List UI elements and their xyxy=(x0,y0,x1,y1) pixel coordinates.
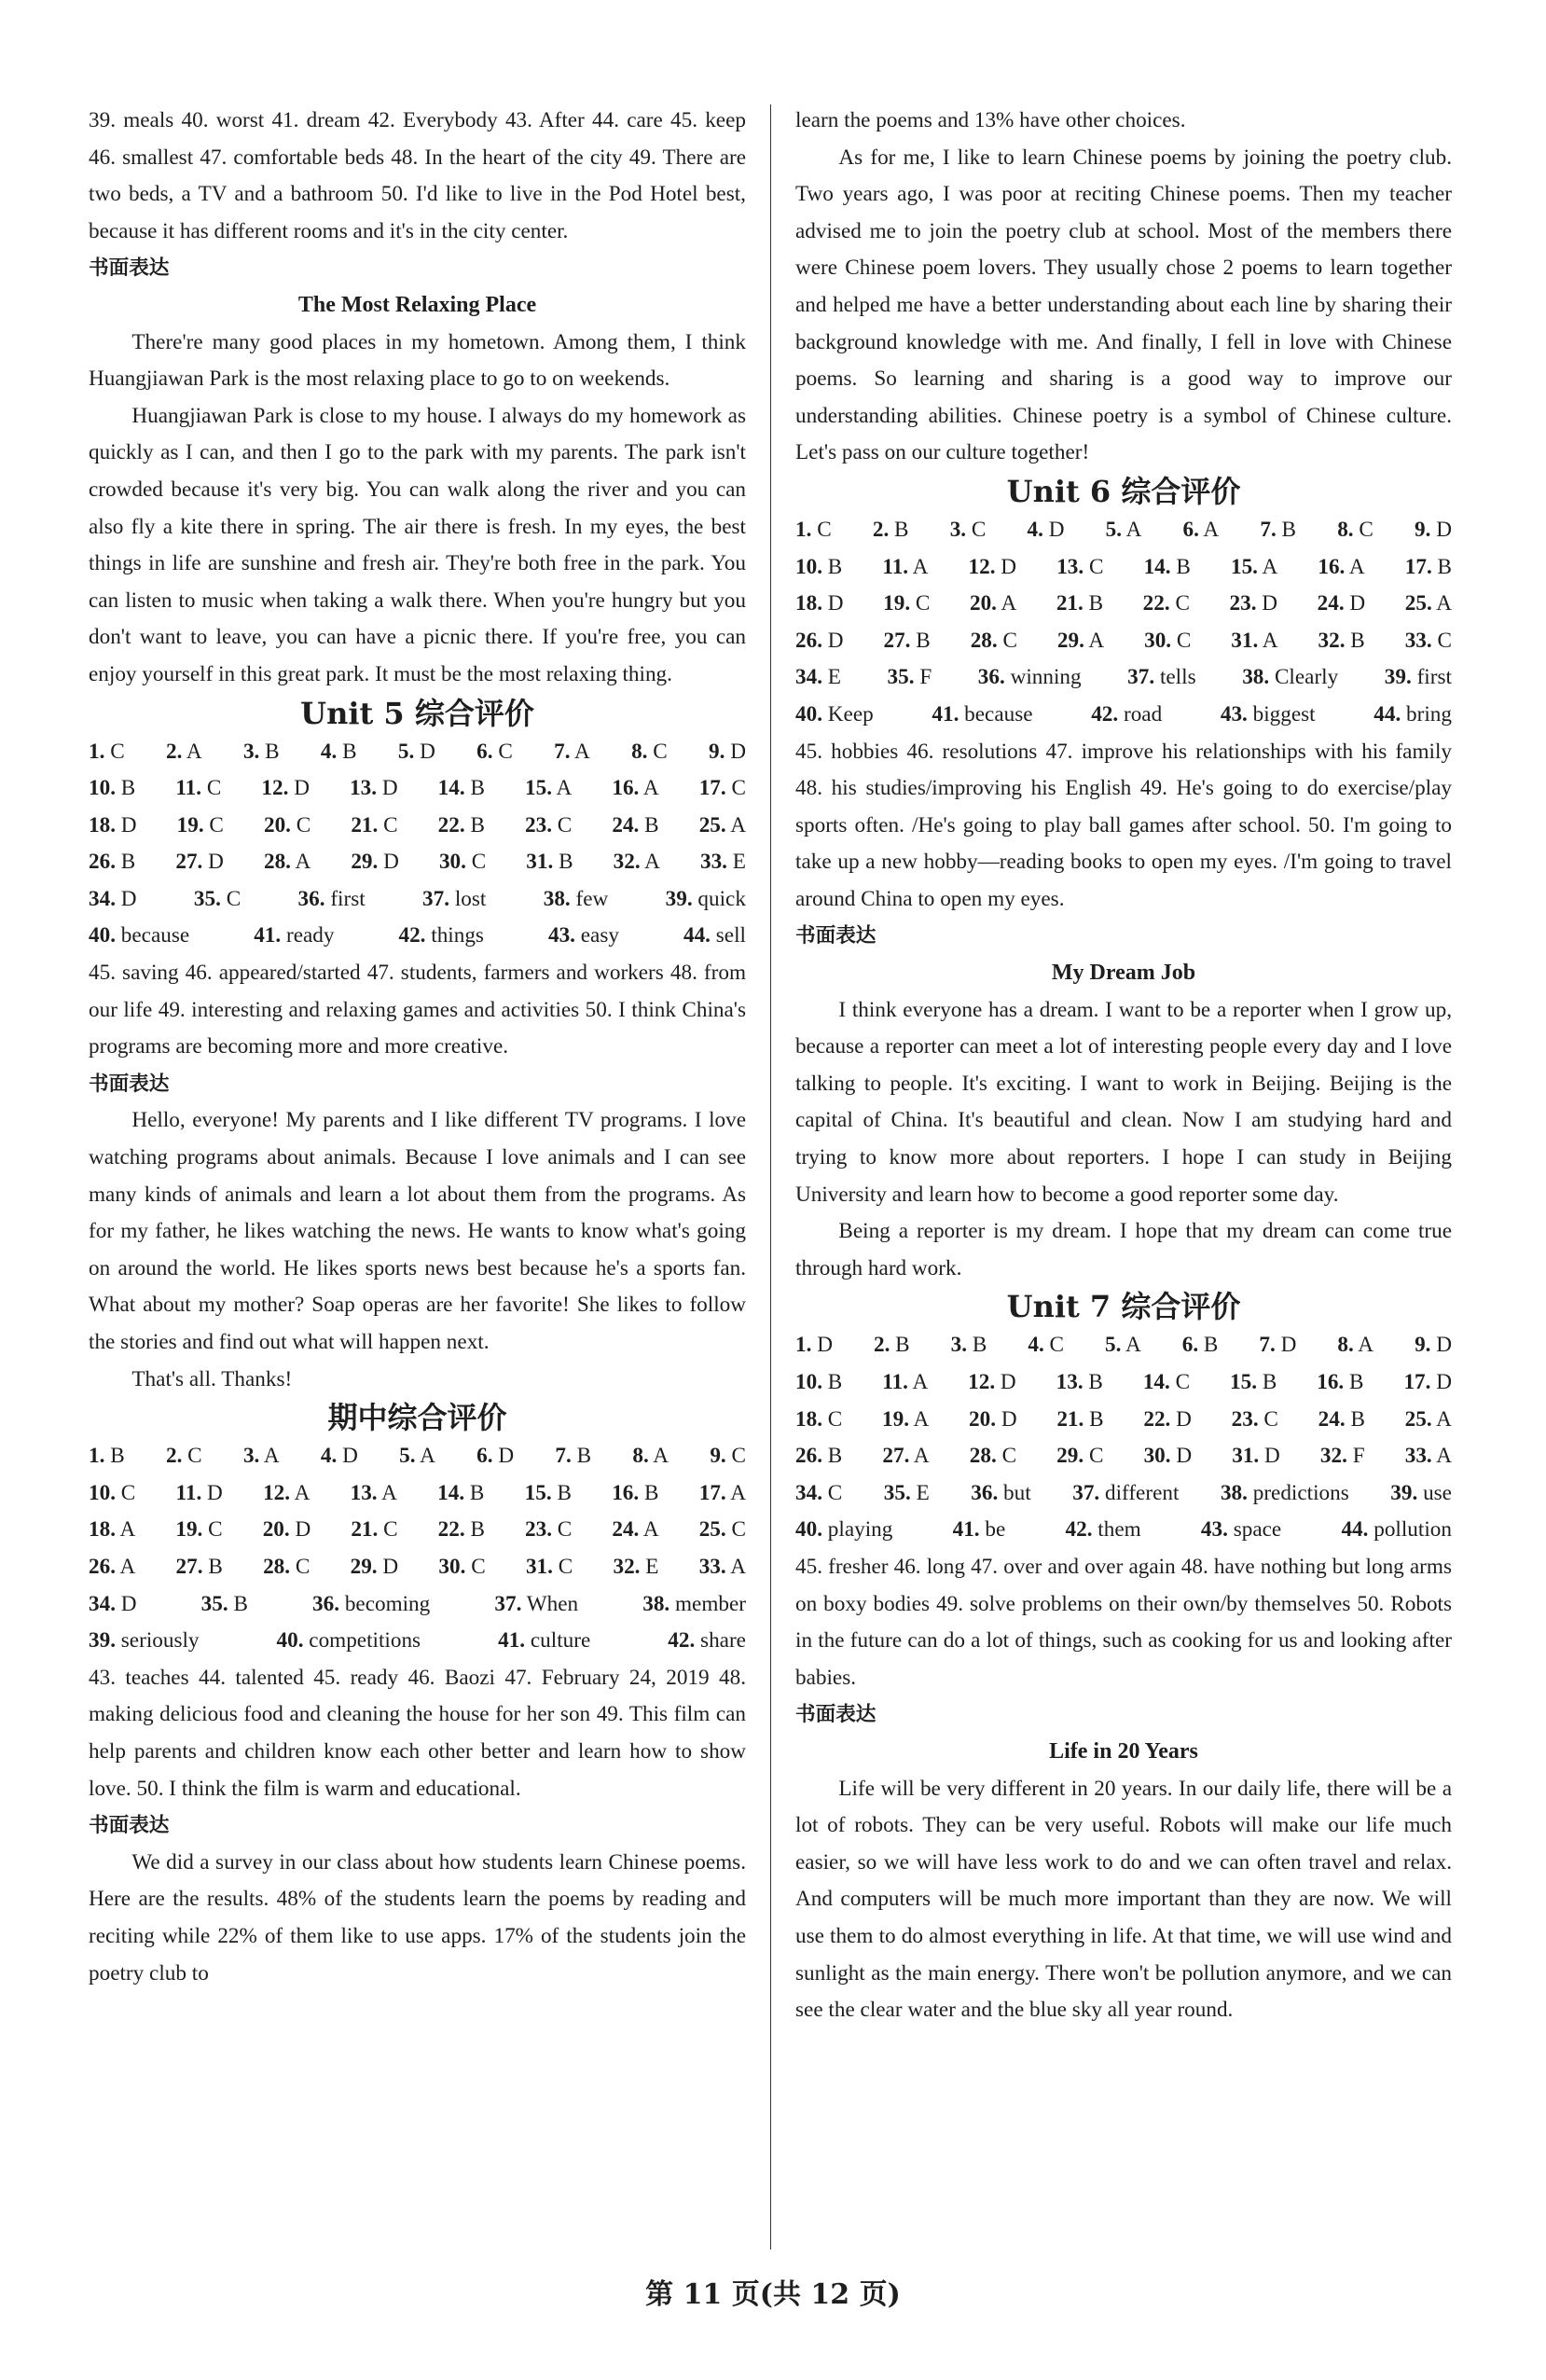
answer-cell: 9. D xyxy=(709,739,746,764)
answer-cell: 27. B xyxy=(883,628,931,653)
answer-cell: 41. culture xyxy=(498,1628,591,1654)
answer-cell: 22. C xyxy=(1142,591,1190,616)
answer-cell: 42. road xyxy=(1091,701,1163,726)
answer-cell: 6. D xyxy=(476,1444,515,1469)
answer-cell: 5. A xyxy=(399,1444,435,1469)
answer-cell: 30. D xyxy=(1143,1444,1193,1469)
answer-cell: 16. B xyxy=(612,1480,659,1505)
answer-cell: 2. A xyxy=(165,739,202,764)
answer-cell: 20. D xyxy=(262,1517,311,1543)
answer-cell: 14. B xyxy=(1143,554,1191,579)
essay-paragraph: I think everyone has a dream. I want to be a reporter when I grow up, because a reporter can meet a lot of interesting people every day and I love talking to people. It's exciting. I want to work in Beijing. Beijing is the capital of China. It's beautiful and clean. Now I am studying hard and trying to know more about reporters. I hope I can study in Beijing University and learn how to become a good reporter some day. xyxy=(795,997,1452,1207)
answer-cell: 1. C xyxy=(795,517,832,542)
answer-cell: 21. C xyxy=(351,812,398,837)
answer-cell: 6. B xyxy=(1181,1333,1219,1358)
answer-cell: 10. B xyxy=(89,776,136,801)
answer-cell: 30. C xyxy=(438,850,487,875)
answer-cell: 14. C xyxy=(1142,1370,1191,1394)
answer-row xyxy=(89,1438,746,1475)
answer-cell: 1. D xyxy=(795,1333,833,1358)
answer-cell: 8. A xyxy=(632,1444,669,1469)
answer-cell: 25. A xyxy=(1404,591,1452,616)
answer-cell: 7. B xyxy=(555,1444,592,1469)
answer-row xyxy=(89,881,746,919)
essay-paragraph: We did a survey in our class about how students learn Chinese poems. Here are the results. 48% of the students learn the poems by reading and reciting while 22% of them like to use apps. 17% of the students join the poetry club to xyxy=(89,1849,746,1986)
answer-cell: 3. C xyxy=(949,517,987,542)
answer-cell: 19. C xyxy=(175,1517,223,1543)
answer-cell: 36. winning xyxy=(977,665,1082,690)
answer-cell: 34. E xyxy=(795,665,841,690)
answer-cell: 37. When xyxy=(494,1591,579,1616)
unit5-answer-grid xyxy=(89,734,746,956)
answer-cell: 36. first xyxy=(297,886,366,911)
answer-cell: 24. B xyxy=(1318,1406,1365,1432)
answer-cell: 44. bring xyxy=(1373,701,1452,726)
answer-cell: 39. first xyxy=(1384,665,1452,690)
essay-paragraph: As for me, I like to learn Chinese poems by joining the poetry club. Two years ago, I was poor at reciting Chinese poems. Then my teacher advised me to join the poetry club at school. Most of the members there were Chinese poem lovers. They usually chose 2 poems to learn together and helped me have a better understanding about each line by sharing their background knowledge with me. And finally, I fell in love with Chinese poems. So learning and sharing is a good way to improve our understanding abilities. Chinese poetry is a symbol of Chinese culture. Let's pass on our culture together! xyxy=(795,145,1452,465)
answer-cell: 24. D xyxy=(1317,591,1366,616)
unit7-title: Unit 7 综合评价 xyxy=(1006,1289,1241,1325)
answer-cell: 28. A xyxy=(263,850,311,875)
answer-cell: 29. C xyxy=(1056,1444,1104,1469)
answer-cell: 22. B xyxy=(437,812,485,837)
essay-paragraph-continued: learn the poems and 13% have other choices. xyxy=(795,108,1186,132)
answer-cell: 5. A xyxy=(1105,1333,1141,1358)
answer-cell: 18. D xyxy=(795,591,844,616)
answer-cell: 29. D xyxy=(351,850,399,875)
answer-cell: 4. C xyxy=(1028,1333,1064,1358)
essay-title: Life in 20 Years xyxy=(1049,1738,1198,1764)
essay-paragraph: Being a reporter is my dream. I hope that my dream can come true through hard work. xyxy=(795,1219,1452,1280)
writing-label: 书面表达 xyxy=(795,1703,877,1727)
answer-cell: 31. B xyxy=(526,850,573,875)
column-divider xyxy=(770,104,771,2249)
answer-cell: 44. pollution xyxy=(1341,1517,1452,1543)
answer-cell: 23. C xyxy=(525,1517,573,1543)
answer-row xyxy=(795,1364,1452,1402)
answer-cell: 9. D xyxy=(1415,1333,1452,1358)
answer-cell: 37. tells xyxy=(1127,665,1196,690)
answer-cell: 14. B xyxy=(437,776,485,801)
answer-cell: 15. A xyxy=(1230,554,1278,579)
answer-cell: 38. Clearly xyxy=(1242,665,1339,690)
answer-cell: 3. A xyxy=(242,1444,280,1469)
answer-cell: 35. F xyxy=(887,665,932,690)
unit5-title: Unit 5 综合评价 xyxy=(300,695,534,731)
answer-cell: 34. D xyxy=(89,1591,137,1616)
answer-row xyxy=(795,659,1452,697)
answer-cell: 12. D xyxy=(261,776,310,801)
midterm-answer-grid xyxy=(89,1438,746,1660)
answer-cell: 32. A xyxy=(613,850,660,875)
answer-cell: 8. A xyxy=(1337,1333,1374,1358)
answer-cell: 26. A xyxy=(89,1554,136,1579)
answer-cell: 16. A xyxy=(1318,554,1365,579)
answer-cell: 37. different xyxy=(1072,1480,1180,1505)
answer-cell: 7. A xyxy=(554,739,590,764)
answer-row xyxy=(795,1438,1452,1475)
answer-cell: 4. D xyxy=(1027,517,1065,542)
answer-cell: 3. B xyxy=(950,1333,987,1358)
answer-row xyxy=(89,844,746,881)
answer-cell: 28. C xyxy=(969,1444,1017,1469)
answer-cell: 44. sell xyxy=(683,923,746,948)
answer-cell: 7. D xyxy=(1259,1333,1297,1358)
answer-row xyxy=(89,734,746,771)
writing-label: 书面表达 xyxy=(89,256,170,281)
answer-cell: 20. D xyxy=(969,1406,1017,1432)
answer-cell: 3. B xyxy=(242,739,280,764)
answer-cell: 16. B xyxy=(1317,1370,1364,1394)
answer-cell: 32. E xyxy=(613,1554,659,1579)
answer-cell: 12. A xyxy=(263,1480,311,1505)
answer-cell: 25. C xyxy=(698,1517,746,1543)
answer-cell: 11. C xyxy=(175,776,222,801)
answer-cell: 1. C xyxy=(89,739,125,764)
answer-cell: 21. C xyxy=(351,1517,398,1543)
answer-cell: 35. E xyxy=(883,1480,930,1505)
answer-cell: 30. C xyxy=(438,1554,486,1579)
answer-cell: 19. C xyxy=(883,591,931,616)
answer-cell: 13. C xyxy=(1056,554,1104,579)
answer-row xyxy=(795,1512,1452,1549)
answer-cell: 2. B xyxy=(873,1333,910,1358)
answer-cell: 29. D xyxy=(350,1554,399,1579)
answer-cell: 26. B xyxy=(795,1444,843,1469)
answer-row xyxy=(89,1586,746,1624)
answer-cell: 38. predictions xyxy=(1220,1480,1349,1505)
answer-cell: 38. few xyxy=(543,886,609,911)
answer-cell: 39. use xyxy=(1390,1480,1452,1505)
answer-row xyxy=(795,586,1452,623)
answer-cell: 26. B xyxy=(89,850,136,875)
answer-cell: 43. space xyxy=(1200,1517,1282,1543)
answer-cell: 41. ready xyxy=(254,923,335,948)
writing-label: 书面表达 xyxy=(795,924,877,948)
answer-cell: 21. B xyxy=(1056,591,1104,616)
unit6-title: Unit 6 综合评价 xyxy=(1006,473,1241,509)
answer-row xyxy=(795,1475,1452,1513)
answer-cell: 31. C xyxy=(525,1554,573,1579)
answer-cell: 40. Keep xyxy=(795,701,874,726)
answer-row xyxy=(795,549,1452,587)
answer-cell: 33. A xyxy=(1404,1444,1452,1469)
left-column xyxy=(89,103,746,1992)
answer-cell: 27. B xyxy=(175,1554,223,1579)
answer-cell: 8. C xyxy=(631,739,668,764)
answer-cell: 24. B xyxy=(612,812,659,837)
answer-cell: 17. D xyxy=(1403,1370,1452,1394)
answer-cell: 11. A xyxy=(882,554,929,579)
answer-cell: 33. A xyxy=(698,1554,746,1579)
answer-cell: 21. B xyxy=(1056,1406,1104,1432)
answer-cell: 7. B xyxy=(1260,517,1296,542)
answer-cell: 36. becoming xyxy=(312,1591,431,1616)
answer-cell: 13. B xyxy=(1056,1370,1103,1394)
answer-cell: 25. A xyxy=(698,812,746,837)
answer-cell: 18. A xyxy=(89,1517,136,1543)
answer-cell: 16. A xyxy=(612,776,659,801)
answer-cell: 32. B xyxy=(1318,628,1365,653)
answer-cell: 40. playing xyxy=(795,1517,893,1543)
answer-cell: 31. D xyxy=(1232,1444,1280,1469)
answer-cell: 18. C xyxy=(795,1406,843,1432)
answer-cell: 41. because xyxy=(932,701,1033,726)
answer-row xyxy=(795,1402,1452,1439)
answer-cell: 28. C xyxy=(263,1554,311,1579)
answer-cell: 27. D xyxy=(175,850,224,875)
answer-cell: 29. A xyxy=(1056,628,1105,653)
answer-row xyxy=(89,1623,746,1660)
answer-cell: 23. C xyxy=(525,812,573,837)
answer-row xyxy=(89,1549,746,1586)
midterm-answers-more: 43. teaches 44. talented 45. ready 46. Baozi 47. February 24, 2019 48. making delicious food and cleaning the house for her son 49. This film can help parents and children know each other better and learn how to show love. 50. I think the film is warm and educational. xyxy=(89,1665,746,1801)
page-number: 第 11 页(共 12 页) xyxy=(645,2278,901,2311)
answer-cell: 31. A xyxy=(1231,628,1278,653)
answer-cell: 9. D xyxy=(1415,517,1452,542)
essay-paragraph: Life will be very different in 20 years. In our daily life, there will be a lot of robots. They can be very useful. Robots will make our life much easier, so we will have less work to do and we can often travel and relax. And computers will be much more important than they are now. We will use them to do almost everything in life. At that time, we will use wind and sunlight as the main energy. There won't be pollution anymore, and we can see the clear water and the blue sky all year round. xyxy=(795,1776,1452,2023)
unit6-answers-more: 45. hobbies 46. resolutions 47. improve his relationships with his family 48. his studies/improving his English 49. He's going to do exercise/play sports often. /He's going to play ball games after school. 50. I'm going to take up a new hobby—reading books to open my eyes. /I'm going to travel around China to open my eyes. xyxy=(795,739,1452,911)
answer-cell: 34. D xyxy=(89,886,137,911)
unit7-answers-more: 45. fresher 46. long 47. over and over again 48. have nothing but long arms on boxy bodies 49. solve problems on their own/by themselves 50. Robots in the future can do a lot of things, such as cooking for us and looking after babies. xyxy=(795,1554,1453,1690)
answer-cell: 23. C xyxy=(1231,1406,1278,1432)
answer-cell: 35. C xyxy=(193,886,242,911)
answer-cell: 15. A xyxy=(525,776,573,801)
answer-cell: 23. D xyxy=(1229,591,1278,616)
answer-cell: 11. D xyxy=(175,1480,223,1505)
midterm-title: 期中综合评价 xyxy=(327,1400,507,1436)
essay-paragraph: Huangjiawan Park is close to my house. I always do my homework as quickly as I can, and then I go to the park with my parents. The park isn't crowded because it's very big. You can walk along the river and you can also fly a kite there in spring. The air there is fresh. In my eyes, the best things in life are sunshine and fresh air. They're both free in the park. You can listen to music when taking a walk there. When you're hungry but you don't want to leave, you can have a picnic there. If you're free, you can enjoy yourself in this great park. It must be the most relaxing thing. xyxy=(89,403,746,686)
answer-cell: 26. D xyxy=(795,628,844,653)
answer-cell: 25. A xyxy=(1404,1406,1452,1432)
answer-cell: 11. A xyxy=(882,1370,929,1394)
answer-cell: 17. A xyxy=(698,1480,746,1505)
answer-cell: 2. B xyxy=(872,517,909,542)
essay-paragraph: That's all. Thanks! xyxy=(131,1366,293,1391)
answer-cell: 13. A xyxy=(350,1480,397,1505)
writing-label: 书面表达 xyxy=(89,1072,170,1096)
answer-cell: 9. C xyxy=(710,1444,746,1469)
unit6-answer-grid xyxy=(795,512,1452,734)
answer-cell: 4. D xyxy=(320,1444,358,1469)
answer-cell: 8. C xyxy=(1337,517,1373,542)
answer-cell: 6. C xyxy=(476,739,513,764)
essay-paragraph: There're many good places in my hometown. Among them, I think Huangjiawan Park is the most relaxing place to go to on weekends. xyxy=(89,329,746,392)
answer-cell: 10. B xyxy=(795,554,843,579)
answer-cell: 10. B xyxy=(795,1370,843,1394)
answer-row xyxy=(795,512,1452,549)
answer-cell: 5. A xyxy=(1105,517,1142,542)
answer-cell: 19. C xyxy=(176,812,224,837)
answer-cell: 36. but xyxy=(971,1480,1031,1505)
answer-cell: 33. C xyxy=(1404,628,1452,653)
answer-cell: 37. lost xyxy=(422,886,487,911)
answer-cell: 20. A xyxy=(969,591,1017,616)
answers-unit4-tail: 39. meals 40. worst 41. dream 42. Everybody 43. After 44. care 45. keep 46. smallest 47. comfortable beds 48. In the heart of the city 49. There are two beds, a TV and a bathroom 50. I'd like to live in the Pod Hotel best, because it has different rooms and it's in the city center. xyxy=(89,108,746,243)
answer-cell: 17. B xyxy=(1404,554,1452,579)
answer-cell: 12. D xyxy=(968,554,1017,579)
answer-cell: 27. A xyxy=(882,1444,930,1469)
answer-row xyxy=(795,697,1452,734)
answer-cell: 42. things xyxy=(398,923,484,948)
answer-cell: 32. F xyxy=(1319,1444,1365,1469)
answer-row xyxy=(89,1512,746,1549)
answer-cell: 15. B xyxy=(1230,1370,1277,1394)
answer-cell: 40. competitions xyxy=(276,1628,421,1654)
answer-row xyxy=(795,623,1452,660)
answer-cell: 33. E xyxy=(699,850,746,875)
answer-cell: 22. B xyxy=(437,1517,485,1543)
unit7-answer-grid xyxy=(795,1327,1452,1549)
unit5-answers-more: 45. saving 46. appeared/started 47. students, farmers and workers 48. from our life 49. interesting and relaxing games and activities 50. I think China's programs are becoming more and more creative. xyxy=(89,961,747,1059)
answer-row xyxy=(89,808,746,845)
answer-row xyxy=(89,770,746,808)
answer-cell: 20. C xyxy=(263,812,311,837)
answer-cell: 24. A xyxy=(612,1517,659,1543)
answer-cell: 39. seriously xyxy=(89,1628,200,1654)
answer-cell: 1. B xyxy=(89,1444,125,1469)
answer-cell: 38. member xyxy=(642,1591,746,1616)
essay-title: My Dream Job xyxy=(1051,961,1196,986)
answer-cell: 4. B xyxy=(320,739,357,764)
answer-cell: 2. C xyxy=(165,1444,202,1469)
answer-cell: 30. C xyxy=(1144,628,1192,653)
answer-cell: 5. D xyxy=(397,739,435,764)
answer-cell: 13. D xyxy=(350,776,398,801)
answer-cell: 34. C xyxy=(795,1480,843,1505)
answer-cell: 35. B xyxy=(200,1591,248,1616)
answer-cell: 19. A xyxy=(882,1406,930,1432)
answer-cell: 39. quick xyxy=(665,886,746,911)
answer-row xyxy=(89,1475,746,1513)
answer-cell: 10. C xyxy=(89,1480,136,1505)
answer-cell: 28. C xyxy=(970,628,1017,653)
essay-paragraph: Hello, everyone! My parents and I like different TV programs. I love watching programs about animals. Because I love animals and I can see many kinds of animals and learn a lot about them from the programs. As for my father, he likes watching the news. He wants to know what's going on around the world. He likes sports news best because he's a sports fan. What about my mother? Soap operas are her favorite! She likes to follow the stories and find out what will happen next. xyxy=(89,1108,746,1354)
answer-cell: 18. D xyxy=(89,812,137,837)
answer-cell: 43. easy xyxy=(547,923,619,948)
right-column xyxy=(795,103,1452,2029)
answer-row xyxy=(795,1327,1452,1364)
writing-label: 书面表达 xyxy=(89,1814,170,1838)
answer-cell: 12. D xyxy=(968,1370,1016,1394)
answer-cell: 41. be xyxy=(952,1517,1006,1543)
answer-cell: 15. B xyxy=(524,1480,572,1505)
answer-cell: 42. share xyxy=(668,1628,746,1654)
answer-cell: 42. them xyxy=(1065,1517,1141,1543)
answer-cell: 40. because xyxy=(89,923,190,948)
essay-title: The Most Relaxing Place xyxy=(297,292,537,317)
answer-row xyxy=(89,918,746,955)
answer-cell: 14. B xyxy=(437,1480,485,1505)
answer-cell: 17. C xyxy=(698,776,746,801)
answer-cell: 6. A xyxy=(1182,517,1220,542)
answer-cell: 43. biggest xyxy=(1220,701,1316,726)
answer-cell: 22. D xyxy=(1143,1406,1192,1432)
